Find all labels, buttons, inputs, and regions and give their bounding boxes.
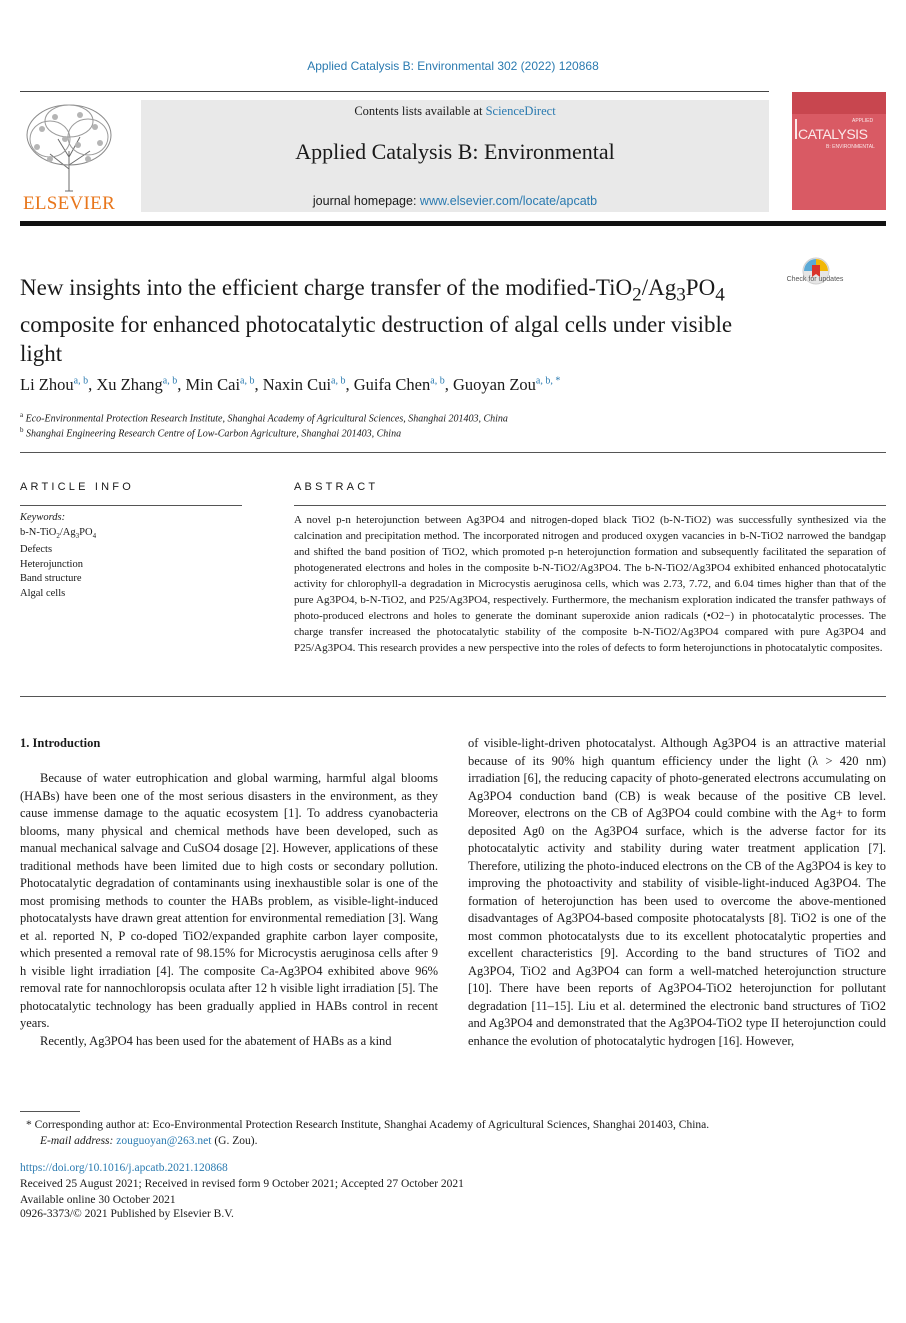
homepage-link[interactable]: www.elsevier.com/locate/apcatb xyxy=(419,194,598,208)
keywords-block xyxy=(20,511,96,601)
footnote-rule xyxy=(20,1111,80,1112)
homepage-line xyxy=(141,194,769,208)
paragraph: Because of water eutrophication and global warming, harmful algal blooms (HABs) have been one of the most serious disasters in the environment, as they cause immense damage to the aquatic ecosystem [1]. To address cyanobacteria blooms, many physical and chemical methods have been developed, such as manual mechanical salvage and CuSO4 dosage [2]. However, applications of these traditional methods have been limited due to high costs or secondary pollution. Photocatalytic degradation of contaminants using inexhaustible solar is one of the most promising methods to counter the HABs problem, as visible-light-induced photocatalysts have drawn great attention for environmental remediation [3]. Wang et al. reported N, P co-doped TiO2/expanded graphite carbon layer composite, which presented a removal rate of 98.15% for Microcystis aeruginosa cells after 9 h visible light irradiation [4]. The composite Ca-Ag3PO4 exhibited above 96% removal rate for nannochloropsis oculata after 12 h visible light irradiation [5]. The photocatalytic technology has been gradually applied in HABs control in recent years. xyxy=(20,771,438,1030)
journal-cover-thumbnail[interactable] xyxy=(792,92,886,210)
keyword: $b-N-TiO_2/Ag_3PO_4$ xyxy=(20,526,97,540)
paragraph: Recently, Ag3PO4 has been used for the abatement of HABs as a kind xyxy=(40,1033,392,1048)
author-list: Li Zhou$^{a, b}$, Xu Zhang$^{a, b}$, Min Cai$^{a, b}$, Naxin Cui$^{a, b}$, Guifa Chen$^{a, b}$, Guoyan Zou$^{a, b, *}$ xyxy=(20,375,561,394)
paragraph: of visible-light-driven photocatalyst. Although Ag3PO4 is an attractive material because of its 90% high quantum efficiency under the light (λ > 420 nm) irradiation [6], the reducing capacity of photo-generated electrons accumulating on Ag3PO4 conduction band (CB) is weak because of the positive CB level. Moreover, electrons on the CB of Ag3PO4 could combine with the Ag+ to form deposited Ag0 on the Ag3PO4 surface, which is the adverse factor for its photocatalytic activity and stability during water treatment application [7]. Therefore, utilizing the photo-induced electrons on the CB of the Ag3PO4 is key to improving the photoactivity and stability of visible-light-induced Ag3PO4. The formation of heterojunction has been used to overcome the above-mentioned disadvantages of Ag3PO4-based composite photocatalysts [8]. TiO2 is one of the most common photocatalysts due to its excellent photocatalytic properties and excellent characteristics [9]. According to the band structures of TiO2 and Ag3PO4, TiO2 and Ag3PO4 can form a well-matched heterojunction structure [10]. There have been reports of Ag3PO4-TiO2 heterojunction for pollutant degradation [11–15]. Liu et al. determined the electronic band structures of TiO2 and Ag3PO4 and demonstrated that the Ag3PO4-TiO2 type II heterojunction could enhance the evolution of photocatalytic hydrogen [16]. However, xyxy=(468,736,886,1048)
keywords-label: Keywords: xyxy=(20,512,66,523)
email-line: E-mail address: zouguoyan@263.net (G. Zou). xyxy=(40,1135,258,1147)
title-part: New insights into the efficient charge transfer of the modified-TiO xyxy=(20,275,633,300)
email-link[interactable]: zouguoyan@263.net xyxy=(116,1135,212,1147)
title-sub: 4 xyxy=(715,284,725,306)
cover-subtitle: B: ENVIRONMENTAL xyxy=(826,144,875,150)
author[interactable]: Min Cai$^{a, b}$ xyxy=(185,375,255,394)
elsevier-logo-text: ELSEVIER xyxy=(22,193,116,214)
keyword: Band structure xyxy=(20,573,82,585)
abstract-text: A novel p-n heterojunction between Ag3PO4 and nitrogen-doped black TiO2 (b-N-TiO2) was successfully synthesized via the calcination and precipitation method. The incorporated nitrogen and produced oxygen vacancies in b-N-TiO2 narrowed the bandgap and shifted the band position of TiO2, which promoted p-n heterojunction formation and subsequently facilitated the separation of photogenerated electrons and holes in the composite b-N-TiO2/Ag3PO4. The b-N-TiO2/Ag3PO4 exhibited enhanced photocatalytic activity for chlorophyll-a degradation in Microcystis aeruginosa cells, which was 2.73, 7.72, and 6.04 times higher than that of the pure Ag3PO4, b-N-TiO2, and P25/Ag3PO4, respectively. Furthermore, the mechanism exploration indicated the transfer pathways of photo-produced electrons and holes to generate the dominant superoxide anion radicals (•O2−) in photocatalytic processes. The charge transfer increased the photocatalytic stability of the composite b-N-TiO2/Ag3PO4 compared with pure Ag3PO4 and P25/Ag3PO4. This research provides a new perspective into the roles of defects to form heterojunctions in photocatalytic composites. xyxy=(294,514,886,654)
journal-citation[interactable]: Applied Catalysis B: Environmental 302 (2022) 120868 xyxy=(307,59,599,73)
article-title xyxy=(20,273,780,368)
title-part: /Ag xyxy=(641,275,677,300)
introduction-heading: 1. Introduction xyxy=(20,736,101,750)
cover-top-band xyxy=(792,92,886,114)
abstract-heading: ABSTRACT xyxy=(294,481,379,493)
cover-top-text: APPLIED xyxy=(852,118,874,124)
title-sub: 3 xyxy=(676,284,686,306)
author[interactable]: Guifa Chen$^{a, b}$ xyxy=(353,375,445,394)
journal-title: Applied Catalysis B: Environmental xyxy=(295,139,615,164)
cover-name: CATALYSIS xyxy=(798,126,868,142)
affiliation-a: $^a$ Eco-Environmental Protection Research Institute, Shanghai Academy of Agricultural Sciences, Shanghai 201403, China xyxy=(20,411,508,425)
affiliation-b: $^b$ Shanghai Engineering Research Centre of Low-Carbon Agriculture, Shanghai 201403, China xyxy=(20,426,402,440)
article-info-heading: ARTICLE INFO xyxy=(20,481,134,493)
author[interactable]: Guoyan Zou$^{a, b, *}$ xyxy=(452,375,561,394)
title-part: PO xyxy=(685,275,716,300)
section-rule xyxy=(20,452,886,453)
intro-left-column xyxy=(20,770,438,1050)
sciencedirect-link[interactable]: ScienceDirect xyxy=(485,104,556,118)
cover-bar xyxy=(795,119,797,139)
keyword: Heterojunction xyxy=(20,558,83,570)
check-for-updates-icon[interactable] xyxy=(791,247,841,295)
received-dates: Received 25 August 2021; Received in revised form 9 October 2021; Accepted 27 October 2021 xyxy=(20,1178,464,1190)
top-rule xyxy=(20,91,769,92)
author[interactable]: Naxin Cui$^{a, b}$ xyxy=(262,375,346,394)
copyright: 0926-3373/© 2021 Published by Elsevier B.V. xyxy=(20,1208,234,1220)
header-thick-rule xyxy=(20,221,886,226)
title-part: composite for enhanced photocatalytic destruction of algal cells under visible light xyxy=(20,311,733,366)
contents-line xyxy=(141,104,769,119)
contents-prefix: Contents lists available at xyxy=(354,104,486,118)
author[interactable]: Li Zhou$^{a, b}$ xyxy=(20,375,89,394)
title-sub: 2 xyxy=(632,284,642,306)
section-rule xyxy=(20,696,886,697)
author[interactable]: Xu Zhang$^{a, b}$ xyxy=(96,375,178,394)
check-for-updates-label[interactable]: Check for updates xyxy=(786,276,844,283)
article-info-rule xyxy=(20,505,242,506)
homepage-prefix: journal homepage: xyxy=(312,194,420,208)
doi-link[interactable]: https://doi.org/10.1016/j.apcatb.2021.120868 xyxy=(20,1162,228,1174)
keyword: Defects xyxy=(20,544,53,556)
keyword: Algal cells xyxy=(20,587,66,599)
abstract-rule xyxy=(294,505,886,506)
elsevier-tree-logo xyxy=(20,99,118,193)
available-online: Available online 30 October 2021 xyxy=(20,1194,176,1206)
intro-right-column xyxy=(468,735,886,1050)
corresponding-author-note: * Corresponding author at: Eco-Environmental Protection Research Institute, Shanghai Academy of Agricultural Sciences, Shanghai 201403, China. xyxy=(26,1119,710,1131)
